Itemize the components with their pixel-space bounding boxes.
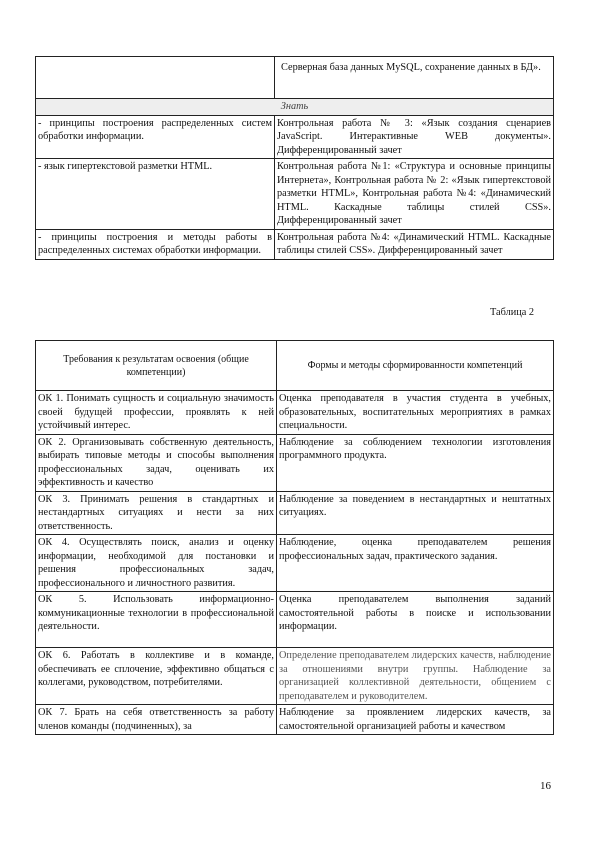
- table-cell: ОК 2. Организовывать собственную деятельность, выбирать типовые методы и способы выполнения профессиональных задач, оценивать их эффективность и качество: [36, 434, 277, 491]
- table-cell: ОК 4. Осуществлять поиск, анализ и оценку информации, необходимой для постановки и решения профессиональных задач, профессионального и личностного развития.: [36, 535, 277, 592]
- table-row: [36, 115, 554, 159]
- table-row: [36, 57, 554, 99]
- table-caption: Таблица 2: [490, 307, 535, 318]
- table-row: [36, 535, 554, 592]
- table-cell: ОК 7. Брать на себя ответственность за работу членов команды (подчиненных), за: [36, 705, 277, 735]
- column-header-requirements: Требования к результатам освоения (общие компетенции): [36, 341, 277, 391]
- page-number: 16: [540, 780, 551, 792]
- table-row: [36, 648, 554, 705]
- table-cell: Наблюдение за соблюдением технологии изготовления программного продукта.: [277, 434, 554, 491]
- table-cell: - язык гипертекстовой разметки HTML.: [36, 159, 275, 230]
- table-row: [36, 592, 554, 648]
- table-cell: ОК 3. Принимать решения в стандартных и нестандартных ситуациях и нести за них ответственность.: [36, 491, 277, 535]
- table-cell: Серверная база данных MySQL, сохранение данных в БД».: [275, 57, 554, 99]
- table-cell: Наблюдение за проявлением лидерских качеств, за самостоятельной организацией работы и качеством: [277, 705, 554, 735]
- table-cell: Контрольная работа №4: «Динамический HTML. Каскадные таблицы стилей CSS». Дифференцированный зачет: [275, 229, 554, 259]
- table-cell: Контрольная работа № 3: «Язык создания сценариев JavaScript. Интерактивные WEB документы». Дифференцированный зачет: [275, 115, 554, 159]
- table-cell: Контрольная работа №1: «Структура и основные принципы Интернета», Контрольная работа № 2: «Язык гипертекстовой разметки HTML», Контрольная работа №4: «Динамический HTML. Каскадные таблицы стилей CSS». Дифференцированный зачет: [275, 159, 554, 230]
- column-header-methods: Формы и методы сформированности компетенций: [277, 341, 554, 391]
- table-cell: - принципы построения и методы работы в распределенных системах обработки информации.: [36, 229, 275, 259]
- table-cell: ОК 6. Работать в коллективе и в команде, обеспечивать ее сплочение, эффективно общаться с коллегами, руководством, потребителями.: [36, 648, 277, 705]
- table-row: [36, 491, 554, 535]
- table-row: [36, 229, 554, 259]
- table-cell: ОК 1. Понимать сущность и социальную значимость своей будущей профессии, проявлять к ней устойчивый интерес.: [36, 391, 277, 435]
- table-row: [36, 705, 554, 735]
- table-cell: - принципы построения распределенных систем обработки информации.: [36, 115, 275, 159]
- table-cell: Наблюдение за поведением в нестандартных и нештатных ситуациях.: [277, 491, 554, 535]
- competency-table-1: [35, 56, 554, 260]
- table-header-row: [36, 341, 554, 391]
- section-title: Знать: [36, 99, 554, 116]
- table-row: [36, 159, 554, 230]
- table-cell: Определение преподавателем лидерских качеств, наблюдение за отношениями внутри группы. Наблюдение за организацией коллективной деятельности, общением с преподавателем и руководителем.: [277, 648, 554, 705]
- table-cell: ОК 5. Использовать информационно-коммуникационные технологии в профессиональной деятельности.: [36, 592, 277, 648]
- table-cell: Наблюдение, оценка преподавателем решения профессиональных задач, практического задания.: [277, 535, 554, 592]
- table-cell: Оценка преподавателя в участия студента в учебных, образовательных, воспитательных мероприятиях в рамках специальности.: [277, 391, 554, 435]
- table-row: [36, 391, 554, 435]
- competency-table-2: [35, 340, 554, 735]
- table-cell: Оценка преподавателем выполнения заданий самостоятельной работы в поиске и использовании информации.: [277, 592, 554, 648]
- section-row: [36, 99, 554, 116]
- table-row: [36, 434, 554, 491]
